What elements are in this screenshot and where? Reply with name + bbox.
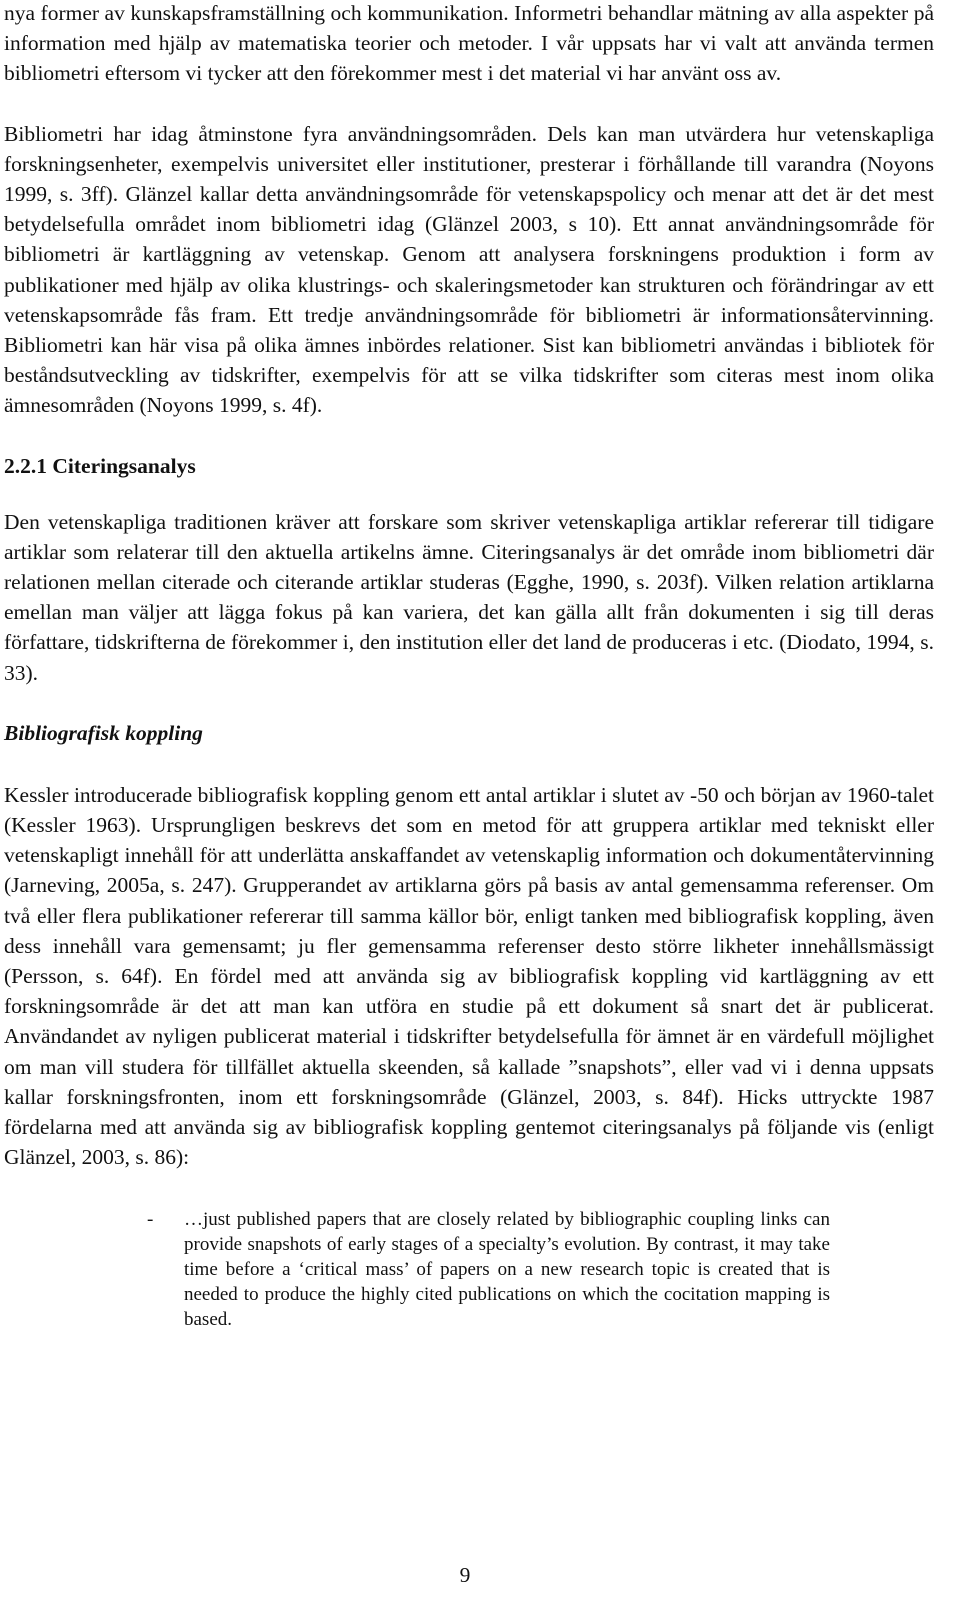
- paragraph-bibliografisk-koppling: Kessler introducerade bibliografisk koppling genom ett antal artiklar i slutet av -50 och början av 1960-talet (Kessler 1963). Ursprungligen beskrevs det som en metod för att gruppera artiklar med tekniskt eller vetenskapligt innehåll för att underlätta anskaffandet av vetenskaplig information och dokumentåtervinning (Jarneving, 2005a, s. 247). Grupperandet av artiklarna görs på basis av antal gemensamma referenser. Om två eller flera publikationer refererar till samma källor bör, enligt tanken med bibliografisk koppling, även dess innehåll vara gemensamt; ju fler gemensamma referenser desto större likheter innehållsmässigt (Persson, s. 64f). En fördel med att använda sig av bibliografisk koppling vid kartläggning av ett forskningsområde är det att man kan utföra en studie på ett dokument så snart det är publicerat. Användandet av nyligen publicerat material i tidskrifter betydelsefulla för ämnet är en värdefull möjlighet om man vill studera för tillfället aktuella skeenden, så kallade ”snapshots”, eller vad vi i denna uppsats kallar forskningsfronten, inom ett forskningsområde (Glänzel, 2003, s. 84f). Hicks uttryckte 1987 fördelarna med att använda sig av bibliografisk koppling gentemot citeringsanalys på följande vis (enligt Glänzel, 2003, s. 86):: [4, 782, 934, 1170]
- section-heading-citeringsanalys: 2.2.1 Citeringsanalys: [4, 453, 196, 478]
- paragraph-citeringsanalys: Den vetenskapliga traditionen kräver att forskare som skriver vetenskapliga artiklar refererar till tidigare artiklar som relaterar till den aktuella artikelns ämne. Citeringsanalys är det område inom bibliometri där relationen mellan citerade och citerande artiklar studeras (Egghe, 1990, s. 203f). Vilken relation artiklarna emellan man väljer att lägga fokus på kan variera, det kan gälla allt från dokumenten i sig till deras författare, tidskrifterna de förekommer i, den institution eller det land de produceras i etc. (Diodato, 1994, s. 33).: [4, 509, 934, 685]
- paragraph-informetri: nya former av kunskapsframställning och kommunikation. Informetri behandlar mätning av alla aspekter på information med hjälp av matematiska teorier och metoder. I vår uppsats har vi valt att använda termen bibliometri eftersom vi tycker att den förekommer mest i det material vi har använt oss av.: [4, 1, 934, 86]
- document-page: [4, 0, 934, 1332]
- quote-text: …just published papers that are closely related by bibliographic coupling links can provide snapshots of early stages of a specialty’s evolution. By contrast, it may take time before a ‘critical mass’ of papers on a new research topic is created that is needed to produce the highly cited publications on which the cocitation mapping is based.: [184, 1208, 830, 1330]
- block-quote: [4, 1207, 934, 1332]
- subsection-heading-bibliografisk-koppling: Bibliografisk koppling: [4, 720, 203, 745]
- page-number: 9: [459, 1563, 471, 1587]
- quote-dash: -: [147, 1208, 154, 1230]
- paragraph-bibliometri-areas: Bibliometri har idag åtminstone fyra användningsområden. Dels kan man utvärdera hur vetenskapliga forskningsenheter, exempelvis universitet eller institutioner, presterar i förhållande till varandra (Noyons 1999, s. 3ff). Glänzel kallar detta användningsområde för vetenskapspolicy och menar att det är det mest betydelsefulla området inom bibliometri idag (Glänzel 2003, s 10). Ett annat användningsområde för bibliometri är kartläggning av vetenskap. Genom att analysera forskningens produktion i form av publikationer med hjälp av olika klustrings- och skaleringsmetoder kan strukturen och förändringar av ett vetenskapsområde fås fram. Ett tredje användningsområde för bibliometri är informationsåtervinning. Bibliometri kan här visa på olika ämnes inbördes relationer. Sist kan bibliometri användas i bibliotek för beståndsutveckling av tidskrifter, exempelvis för att se vilka tidskrifter som citeras mest inom olika ämnesområden (Noyons 1999, s. 4f).: [4, 121, 934, 418]
